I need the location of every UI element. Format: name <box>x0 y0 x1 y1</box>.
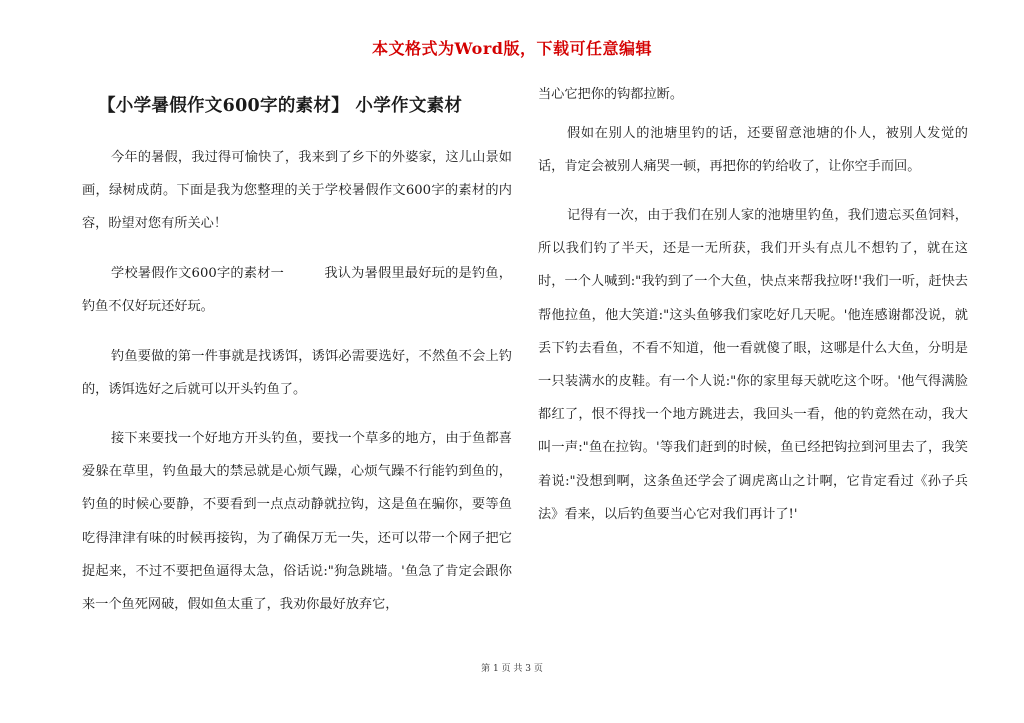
document-banner: 本文格式为Word版，下载可任意编辑 <box>372 39 652 58</box>
paragraph: 学校暑假作文600字的素材一 我认为暑假里最好玩的是钓鱼，钓鱼不仅好玩还好玩。 <box>82 266 512 315</box>
paragraph: 当心它把你的钩都拉断。 <box>538 87 684 102</box>
paragraph: 记得有一次，由于我们在别人家的池塘里钓鱼，我们遗忘买鱼饲料，所以我们钓了半天，还是一无所获，我们开头有点儿不想钓了，就在这时，一个人喊到:"我钓到了一个大鱼，快点来帮我拉呀!'我们一听，赶快去帮他拉鱼，他大笑道:"这头鱼够我们家吃好几天呢。'他连感谢都没说，就丢下钓去看鱼，不看不知道，他一看就傻了眼，这哪是什么大鱼，分明是一只装满水的皮鞋。有一个人说:"你的家里每天就吃这个呀。'他气得满脸都红了，恨不得找一个地方跳进去，我回头一看，他的钓竟然在动，我大叫一声:"鱼在拉钩。'等我们赶到的时候，鱼已经把钩拉到河里去了，我笑着说:"没想到啊，这条鱼还学会了调虎离山之计啊，它肯定看过《孙子兵法》看来，以后钓鱼要当心它对我们再计了!' <box>538 208 968 522</box>
paragraph: 假如在别人的池塘里钓的话，还要留意池塘的仆人，被别人发觉的话，肯定会被别人痛哭一顿，再把你的钓给收了，让你空手而回。 <box>538 126 968 175</box>
page-number: 第 1 页 共 3 页 <box>481 664 543 674</box>
document-title: 【小学暑假作文600字的素材】 小学作文素材 <box>98 96 463 116</box>
paragraph: 钓鱼要做的第一件事就是找诱饵，诱饵必需要选好，不然鱼不会上钓的，诱饵选好之后就可以开头钓鱼了。 <box>82 349 512 398</box>
paragraph: 接下来要找一个好地方开头钓鱼，要找一个草多的地方，由于鱼都喜爱躲在草里，钓鱼最大的禁忌就是心烦气躁，心烦气躁不行能钓到鱼的，钓鱼的时候心要静，不要看到一点点动静就拉钩，这是鱼在骗你，要等鱼吃得津津有味的时候再接钩，为了确保万无一失，还可以带一个网子把它捉起来，不过不要把鱼逼得太急，俗话说:"狗急跳墙。'鱼急了肯定会跟你来一个鱼死网破，假如鱼太重了，我劝你最好放弃它， <box>82 431 512 613</box>
paragraph: 今年的暑假，我过得可愉快了，我来到了乡下的外婆家，这儿山景如画，绿树成荫。下面是我为您整理的关于学校暑假作文600字的素材的内容，盼望对您有所关心！ <box>82 150 512 232</box>
